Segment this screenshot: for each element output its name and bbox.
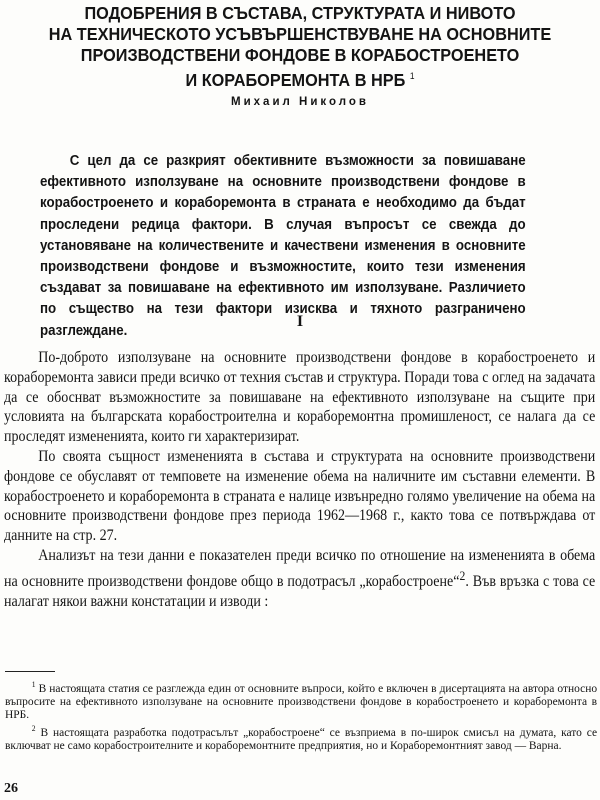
footnote-mark: 1 bbox=[31, 680, 36, 689]
body-text bbox=[4, 348, 595, 612]
body-paragraph: По-доброто използуване на основните производствени фондове в корабостроенето и кораборемонта зависи преди всичко от техния състав и структура. Поради това с оглед на задачата да се обоснват възможностите за повишаване на ефективното използуване на същите при условията на българската корабостроителна и кораборемонтна промишленост, се налага да се проследят измененията, които ги характеризират. bbox=[4, 349, 596, 446]
footnote bbox=[5, 722, 597, 752]
section-heading: I bbox=[296, 313, 304, 330]
paragraph-text: Анализът на тези данни е показателен преди всичко по отношение на измененията в обема на основните производствени фондове общо в подотрасъл „корабостроене“ bbox=[4, 546, 596, 590]
title-line: НА ТЕХНИЧЕСКОТО УСЪВЪРШЕНСТВУВАНЕ НА ОСНОВНИТЕ bbox=[48, 24, 552, 44]
footnote-text: В настоящата статия се разглежда един от основните въпроси, който е включен в дисертацията на автора относно въпросите на ефективното използуване на основните производствени фондове в корабостроенето и кораборемонта в НРБ. bbox=[5, 681, 598, 722]
footnote-divider bbox=[5, 671, 55, 672]
footnote-mark: 2 bbox=[31, 723, 36, 733]
author-name: Михаил Николов bbox=[231, 96, 369, 108]
footnote-text: В настоящата разработка подотрасълът „корабостроене“ се възприема в по-широк смисъл на думата, като се включват не само корабостроителните и кораборемонтните предприятия, но и Кораборемонтният завод — Варна. bbox=[5, 724, 598, 752]
body-paragraph bbox=[4, 546, 595, 612]
page-number: 26 bbox=[4, 781, 18, 796]
title-line: ПОДОБРЕНИЯ В СЪСТАВА, СТРУКТУРАТА И НИВОТО bbox=[84, 3, 516, 23]
article-title bbox=[21, 3, 579, 91]
footnotes bbox=[5, 678, 597, 752]
title-line: ПРОИЗВОДСТВЕНИ ФОНДОВЕ В КОРАБОСТРОЕНЕТО bbox=[80, 45, 520, 65]
abstract-paragraph: С цел да се разкрият обективните възможности за повишаване ефективното използуване на основните производствени фондове в корабостроенето и кораборемонта в страната е необходимо да бъдат проследени редица фактори. В случая въпросът се свежда до установяване на количествените и качествени изменения в основните производствени фондове и възможностите, които тези изменения създават за повишаване на ефективното им използуване. Различието по същество на тези фактори изисква и тяхното разграничено разглеждане. bbox=[40, 152, 526, 339]
title-line bbox=[21, 66, 579, 91]
title-line-text: И КОРАБОРЕМОНТА В НРБ bbox=[185, 69, 406, 90]
footnote bbox=[5, 678, 597, 722]
body-paragraph: По своята същност измененията в състава и структурата на основните производствени фондове се обуславят от темповете на изменение обема на наличните им съставни елементи. В корабостроенето и кораборемонта в страната е налице извънредно голямо увеличение на обема на основните производствени фондове през периода 1962—1968 г., както това се потвърждава от данните на стр. 27. bbox=[4, 447, 596, 545]
paragraph-text: . Във връзка с това се налагат някои важни констатации и изводи : bbox=[4, 572, 596, 610]
title-footnote-mark: 1 bbox=[409, 71, 415, 81]
footnote-reference: 2 bbox=[459, 567, 466, 583]
